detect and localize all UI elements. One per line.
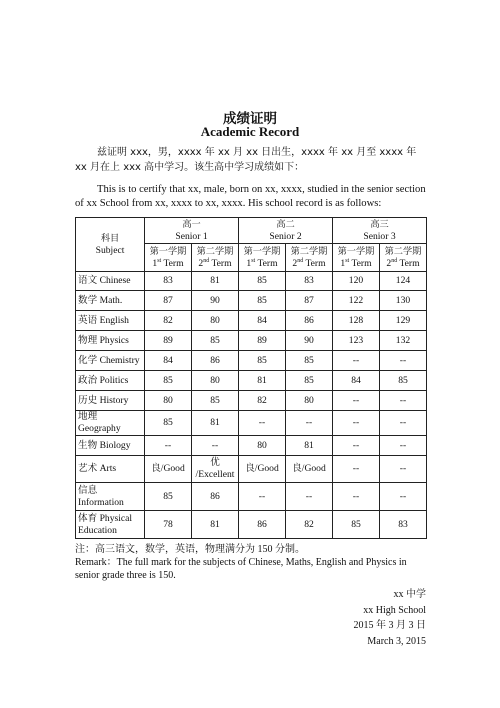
subject-cell: 生物 Biology [76, 436, 145, 456]
score-cell: 84 [239, 311, 286, 331]
score-cell: -- [333, 483, 380, 511]
subject-header-cn: 科目 [100, 232, 120, 244]
score-cell: -- [380, 436, 427, 456]
subject-header-en: Subject [95, 244, 125, 256]
score-cell: 90 [192, 291, 239, 311]
score-cell: -- [239, 483, 286, 511]
score-cell: -- [333, 411, 380, 436]
score-cell: 85 [333, 511, 380, 539]
score-cell: 120 [333, 272, 380, 291]
grade-en: Senior 2 [269, 230, 302, 242]
score-cell: 85 [145, 483, 192, 511]
score-cell: -- [333, 351, 380, 371]
score-cell: 81 [192, 511, 239, 539]
subject-cell: 政治 Politics [76, 371, 145, 391]
score-cell: 85 [145, 411, 192, 436]
score-cell: 129 [380, 311, 427, 331]
score-cell: 130 [380, 291, 427, 311]
score-cell: 123 [333, 331, 380, 351]
score-cell: 80 [192, 311, 239, 331]
score-cell: 85 [145, 371, 192, 391]
score-cell: 82 [239, 391, 286, 411]
school-name-en: xx High School [363, 604, 426, 616]
score-cell: 良/Good [286, 456, 333, 483]
score-cell: 81 [192, 411, 239, 436]
subject-cell: 物理 Physics [76, 331, 145, 351]
score-cell: 80 [286, 391, 333, 411]
score-cell: 85 [286, 371, 333, 391]
intro-english: This is to certify that xx, male, born on xx, xxxx, studied in the senior section of xx School from xx, xxxx to xx, xxxx. His school record is as follows: [75, 184, 426, 209]
score-cell: 86 [192, 483, 239, 511]
score-cell: 84 [145, 351, 192, 371]
score-cell: 80 [145, 391, 192, 411]
term-header: 第二学期 2nd Term [380, 244, 427, 272]
subject-cell: 地理 Geography [76, 411, 145, 436]
score-cell: -- [333, 391, 380, 411]
score-cell: 86 [192, 351, 239, 371]
grade-cn: 高一 [182, 218, 201, 230]
score-cell: 87 [145, 291, 192, 311]
score-cell: -- [333, 436, 380, 456]
school-name-cn: xx 中学 [393, 589, 426, 600]
score-cell: 83 [286, 272, 333, 291]
score-cell: 85 [192, 391, 239, 411]
score-cell: 84 [333, 371, 380, 391]
score-cell: 85 [239, 272, 286, 291]
table-row [76, 456, 427, 483]
subject-cell: 信息 Information [76, 483, 145, 511]
grade-en: Senior 1 [175, 230, 208, 242]
intro-chinese: 兹证明 xxx，男，xxxx 年 xx 月 xx 日出生，xxxx 年 xx 月至 xxxx 年 xx 月在上 xxx 高中学习。该生高中学习成绩如下： [75, 147, 417, 173]
table-row [76, 483, 427, 511]
score-cell: 83 [380, 511, 427, 539]
table-row [76, 331, 427, 351]
score-cell: -- [286, 483, 333, 511]
score-cell: 86 [286, 311, 333, 331]
grade-cn: 高二 [276, 218, 295, 230]
score-cell: -- [286, 411, 333, 436]
score-cell: 90 [286, 331, 333, 351]
grade-cn: 高三 [370, 218, 389, 230]
score-cell: 86 [239, 511, 286, 539]
score-cell: 优 /Excellent [192, 456, 239, 483]
score-cell: 124 [380, 272, 427, 291]
score-cell: -- [380, 391, 427, 411]
table-row [76, 371, 427, 391]
score-cell: -- [192, 436, 239, 456]
score-body [76, 272, 427, 539]
score-cell: 良/Good [145, 456, 192, 483]
grade-header [145, 218, 239, 244]
table-row [76, 511, 427, 539]
subject-header [76, 218, 145, 272]
term-header: 第二学期 2nd Term [192, 244, 239, 272]
table-row [76, 351, 427, 371]
score-cell: -- [380, 351, 427, 371]
table-row [76, 436, 427, 456]
score-cell: 83 [145, 272, 192, 291]
score-cell: 128 [333, 311, 380, 331]
score-cell: 87 [286, 291, 333, 311]
table-row [76, 391, 427, 411]
term-header: 第一学期 1st Term [333, 244, 380, 272]
score-cell: 85 [239, 291, 286, 311]
table-row [76, 272, 427, 291]
grade-header [333, 218, 427, 244]
score-cell: 81 [192, 272, 239, 291]
date-en: March 3, 2015 [367, 635, 426, 647]
subject-cell: 数学 Math. [76, 291, 145, 311]
term-header: 第一学期 1st Term [239, 244, 286, 272]
score-cell: -- [380, 411, 427, 436]
score-cell: 80 [192, 371, 239, 391]
subject-cell: 艺术 Arts [76, 456, 145, 483]
date-cn: 2015 年 3 月 3 日 [353, 620, 426, 631]
subject-cell: 语文 Chinese [76, 272, 145, 291]
score-cell: 89 [239, 331, 286, 351]
table-row [76, 411, 427, 436]
score-cell: 80 [239, 436, 286, 456]
title-chinese: 成绩证明 [223, 111, 277, 127]
score-cell: -- [380, 456, 427, 483]
score-cell: 85 [286, 351, 333, 371]
score-cell: 82 [145, 311, 192, 331]
score-cell: 132 [380, 331, 427, 351]
score-cell: -- [380, 483, 427, 511]
grade-en: Senior 3 [363, 230, 396, 242]
score-cell: 良/Good [239, 456, 286, 483]
score-cell: 85 [239, 351, 286, 371]
subject-cell: 英语 English [76, 311, 145, 331]
title-english: Academic Record [200, 124, 300, 139]
note-chinese: 注：高三语文，数学，英语，物理满分为 150 分制。 [75, 544, 305, 555]
score-cell: -- [333, 456, 380, 483]
score-cell: -- [145, 436, 192, 456]
score-cell: 81 [286, 436, 333, 456]
note-english: Remark：The full mark for the subjects of Chinese, Maths, English and Physics in senior grade three is 150. [75, 557, 407, 581]
subject-cell: 化学 Chemistry [76, 351, 145, 371]
subject-cell: 历史 History [76, 391, 145, 411]
table-row [76, 311, 427, 331]
score-cell: -- [239, 411, 286, 436]
score-cell: 81 [239, 371, 286, 391]
subject-cell: 体育 Physical Education [76, 511, 145, 539]
score-cell: 122 [333, 291, 380, 311]
score-cell: 85 [192, 331, 239, 351]
score-cell: 78 [145, 511, 192, 539]
score-cell: 85 [380, 371, 427, 391]
signature-block [354, 587, 427, 649]
term-header: 第一学期 1st Term [145, 244, 192, 272]
score-table [75, 217, 427, 539]
score-cell: 89 [145, 331, 192, 351]
grade-header [239, 218, 333, 244]
score-cell: 82 [286, 511, 333, 539]
term-header: 第二学期 2nd Term [286, 244, 333, 272]
table-row [76, 291, 427, 311]
